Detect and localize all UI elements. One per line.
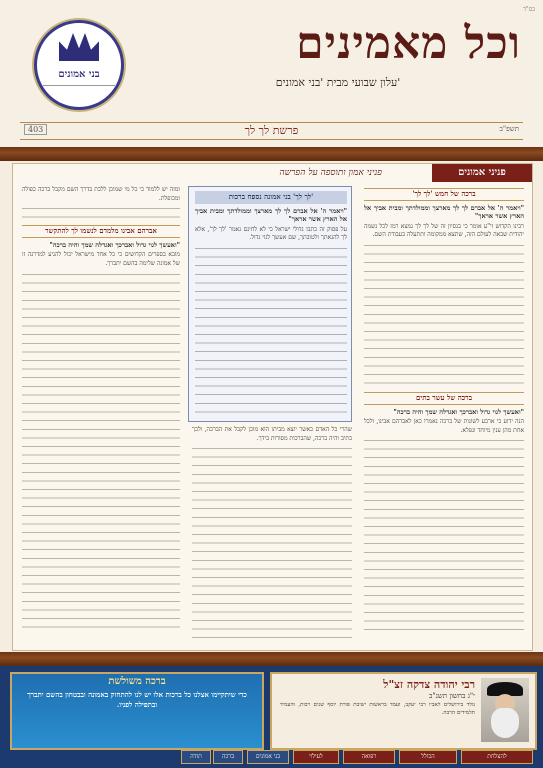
- logo-divider: [43, 85, 115, 94]
- column-heading: ברכה של עשר בתים: [364, 392, 524, 405]
- text-block: [192, 443, 352, 643]
- sponsor-badge: רפואה: [343, 750, 395, 764]
- sponsor-strip: [10, 750, 533, 764]
- sponsor-badge: ברכה: [213, 750, 243, 764]
- article-area: [12, 163, 533, 651]
- newsletter-subtitle: עלון שבועי מבית 'בני אמונים': [275, 76, 401, 89]
- blessing-title: ברכה משולשת: [108, 676, 166, 687]
- verse-quote: "ויאמר ה' אל אברם לך לך מארצך וממולדתך ומבית אביך אל הארץ אשר אראך": [364, 203, 524, 221]
- text-block: [364, 240, 524, 390]
- blessing-panel: [10, 672, 264, 750]
- verse-quote: "ואעשך לגוי גדול ואברכך ואגדלה שמך והיה ברכה": [393, 407, 524, 416]
- text-block: [22, 269, 180, 629]
- article-column-middle-bottom: [192, 426, 352, 644]
- boxed-article-column: [195, 191, 347, 417]
- rabbi-panel: [270, 672, 537, 750]
- column-heading: ברכה של חמש 'לך לך': [364, 188, 524, 201]
- rabbi-bio: נולד בירושלים לאביו רבי יעקב, ועמד בראשות ישיבת פורת יוסף שנים רבות, והעמיד תלמידים הרבה.: [280, 702, 475, 716]
- sponsor-badge: הכולל: [399, 750, 457, 764]
- logo-emblem: [34, 20, 124, 110]
- section-tag: פניני אמונים: [432, 164, 532, 182]
- rabbi-name: רבי יהודה צדקה זצ"ל: [383, 678, 475, 691]
- sponsor-badge: בני אמונים: [247, 750, 289, 764]
- text-block: [195, 243, 347, 413]
- rabbi-date: י"ג בחשון תשנ"ב: [429, 692, 475, 700]
- verse-quote: "ואעשך לגוי גדול ואברכך ואגדלה שמך והיה ברכה": [49, 240, 180, 249]
- paragraph: הנה ידוע כי ארבע לשונות של ברכה נאמרו כאן לאברהם אבינו, ולכל אחת מהן ענין מיוחד ונפלא.: [364, 418, 524, 434]
- parsha-name: פרשת לך לך: [244, 124, 299, 137]
- year-label: תשפ"ב: [499, 125, 519, 133]
- masthead: [0, 0, 543, 152]
- logo-text: בני אמונים: [58, 69, 100, 80]
- text-block: [22, 203, 180, 223]
- paragraph: שהרי כל האדם כאשר יוצא מביתו הוא מוכן לקבל את הברכה, ולכך כתיב והיה ברכה, שהברכות מסורות בידך.: [192, 426, 352, 442]
- issue-number: 403: [24, 124, 47, 135]
- sponsor-badge: לעילוי: [293, 750, 339, 764]
- verse-quote: "ויאמר ה' אל אברם לך לך מארצך וממולדתך ומבית אביך אל הארץ אשר אראך": [195, 206, 347, 224]
- paragraph: על פסוק זה כתבו גדולי ישראל כי לא לחינם נאמר 'לך לך', אלא לך להנאתך ולטובתך, שם אעשך לגוי גדול.: [195, 225, 347, 242]
- corner-tag: בס"ד: [523, 6, 535, 13]
- paragraph: ומזה יש ללמוד כי כל מי שמוכן ללכת בדרך השם מקבל ברכה כפולה ומכופלת.: [22, 186, 180, 202]
- boxed-article: [188, 186, 352, 422]
- crown-icon: [59, 33, 99, 61]
- sponsor-badge: תודה: [181, 750, 211, 764]
- sponsor-badge: להצלחת: [461, 750, 533, 764]
- article-column-left: [22, 186, 180, 644]
- newsletter-title: וכל מאמינים: [296, 18, 521, 69]
- blessing-text: כדי שיתקיימו אצלנו כל ברכות אלו יש לנו להתחזק באמונה ובבטחון בהשם יתברך ובתפילה לפניו.: [27, 690, 247, 709]
- top-wood-band: [0, 147, 543, 161]
- article-column-right: [364, 186, 524, 644]
- beard-shape: [491, 708, 519, 738]
- text-block: [364, 435, 524, 635]
- bottom-wood-band: [0, 652, 543, 666]
- rabbi-portrait: [481, 678, 529, 742]
- paragraph: רבינו הקדוש זי"ע אומר כי בנסיון זה של לך לך נמצא רמז לכל נשמה יהודית שבאה לעולם הזה, שתצא ממקומה ותתעלה בעבודת השם.: [364, 222, 524, 239]
- section-description: פניני אמון ותוספה על הפרשה: [279, 168, 382, 178]
- paragraph: מובא בספרים הקדושים כי כל אחד מישראל יכול להגיע למדרגה זו של אמונה שלימה בהשם יתברך.: [22, 251, 180, 267]
- column-heading: אברהם אבינו מלמדם לנשמו לך להתקשר: [22, 225, 180, 238]
- parsha-bar: [20, 122, 523, 140]
- boxed-heading: 'לך לך' בני אמונה נספח ברכות: [195, 191, 347, 204]
